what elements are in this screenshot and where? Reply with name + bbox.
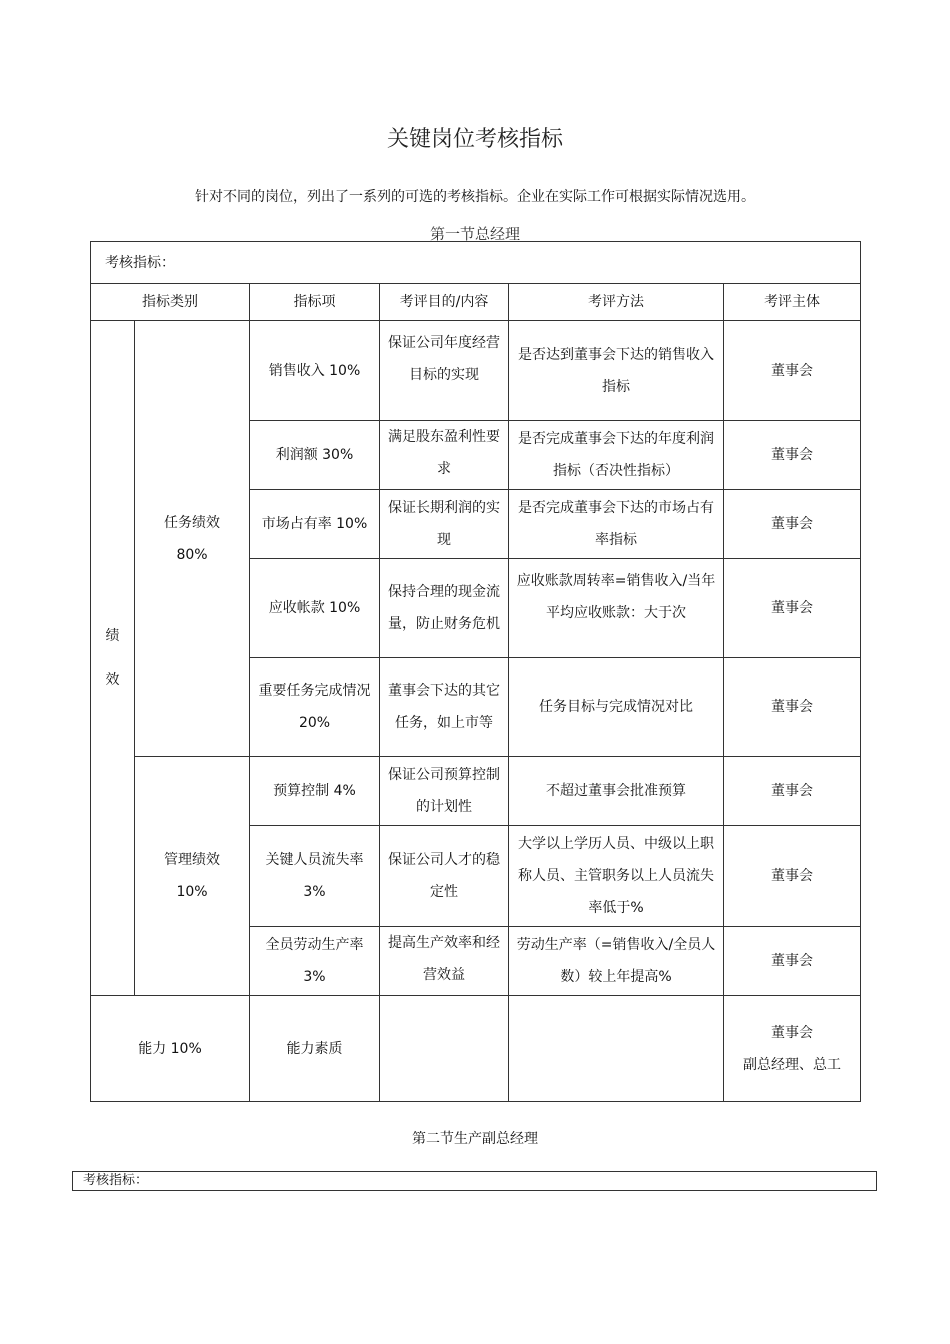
header-method: 考评方法 [509,284,724,321]
intro-paragraph: 针对不同的岗位，列出了一系列的可选的考核指标。企业在实际工作可根据实际情况选用。 [195,189,755,205]
ability-subject-line2: 副总经理、总工 [743,1056,842,1073]
subject-cell: 董事会 [724,658,861,757]
method-cell: 是否完成董事会下达的年度利润指标（否决性指标） [509,421,724,490]
purpose-cell: 保持合理的现金流量，防止财务危机 [380,559,509,658]
item-cell: 应收帐款 10% [250,559,380,658]
ability-purpose-cell [380,996,509,1102]
group-performance-label: 绩效 [105,628,120,688]
purpose-cell: 保证公司预算控制的计划性 [380,757,509,826]
section-2-caption: 考核指标： [72,1171,877,1191]
kpi-table-general-manager [90,241,861,1102]
header-purpose: 考评目的/内容 [380,284,509,321]
method-cell: 是否完成董事会下达的市场占有率指标 [509,490,724,559]
ability-subject-line1: 董事会 [771,1024,814,1041]
header-category: 指标类别 [91,284,250,321]
method-cell: 任务目标与完成情况对比 [509,658,724,757]
purpose-cell: 保证公司人才的稳定性 [380,826,509,927]
group-performance-cell [91,321,135,996]
management-performance-cell [135,757,250,996]
table-row-ability [91,996,861,1102]
section-2-title: 第二节生产副总经理 [412,1131,538,1147]
item-cell: 销售收入 10% [250,321,380,421]
item-cell: 预算控制 4% [250,757,380,826]
item-cell: 全员劳动生产率 3% [250,927,380,996]
ability-method-cell [509,996,724,1102]
management-performance-weight: 10% [176,884,208,900]
subject-cell: 董事会 [724,321,861,421]
subject-cell: 董事会 [724,927,861,996]
table-row [91,321,861,421]
table-row [91,757,861,826]
item-cell: 关键人员流失率 3% [250,826,380,927]
ability-item-cell: 能力素质 [250,996,380,1102]
header-item: 指标项 [250,284,380,321]
purpose-cell: 保证长期利润的实现 [380,490,509,559]
method-cell: 劳动生产率（=销售收入/全员人数）较上年提高% [509,927,724,996]
ability-subject-cell [724,996,861,1102]
document-title: 关键岗位考核指标 [386,127,563,152]
management-performance-name: 管理绩效 [164,852,220,868]
method-cell: 是否达到董事会下达的销售收入指标 [509,321,724,421]
method-cell: 应收账款周转率=销售收入/当年平均应收账款：大于次 [509,559,724,658]
task-performance-weight: 80% [176,546,208,563]
purpose-cell: 满足股东盈利性要求 [380,421,509,490]
table-caption: 考核指标： [91,242,861,284]
purpose-cell: 董事会下达的其它任务，如上市等 [380,658,509,757]
purpose-cell: 保证公司年度经营目标的实现 [380,321,509,421]
task-performance-cell [135,321,250,757]
subject-cell: 董事会 [724,559,861,658]
item-cell: 重要任务完成情况 20% [250,658,380,757]
item-cell: 市场占有率 10% [250,490,380,559]
purpose-cell: 提高生产效率和经营效益 [380,927,509,996]
subject-cell: 董事会 [724,757,861,826]
subject-cell: 董事会 [724,826,861,927]
section-1-title: 第一节总经理 [429,225,520,243]
subject-cell: 董事会 [724,490,861,559]
ability-category-cell: 能力 10% [91,996,250,1102]
item-cell: 利润额 30% [250,421,380,490]
task-performance-name: 任务绩效 [164,514,220,531]
header-subject: 考评主体 [724,284,861,321]
method-cell: 大学以上学历人员、中级以上职称人员、主管职务以上人员流失率低于% [509,826,724,927]
method-cell: 不超过董事会批准预算 [509,757,724,826]
subject-cell: 董事会 [724,421,861,490]
